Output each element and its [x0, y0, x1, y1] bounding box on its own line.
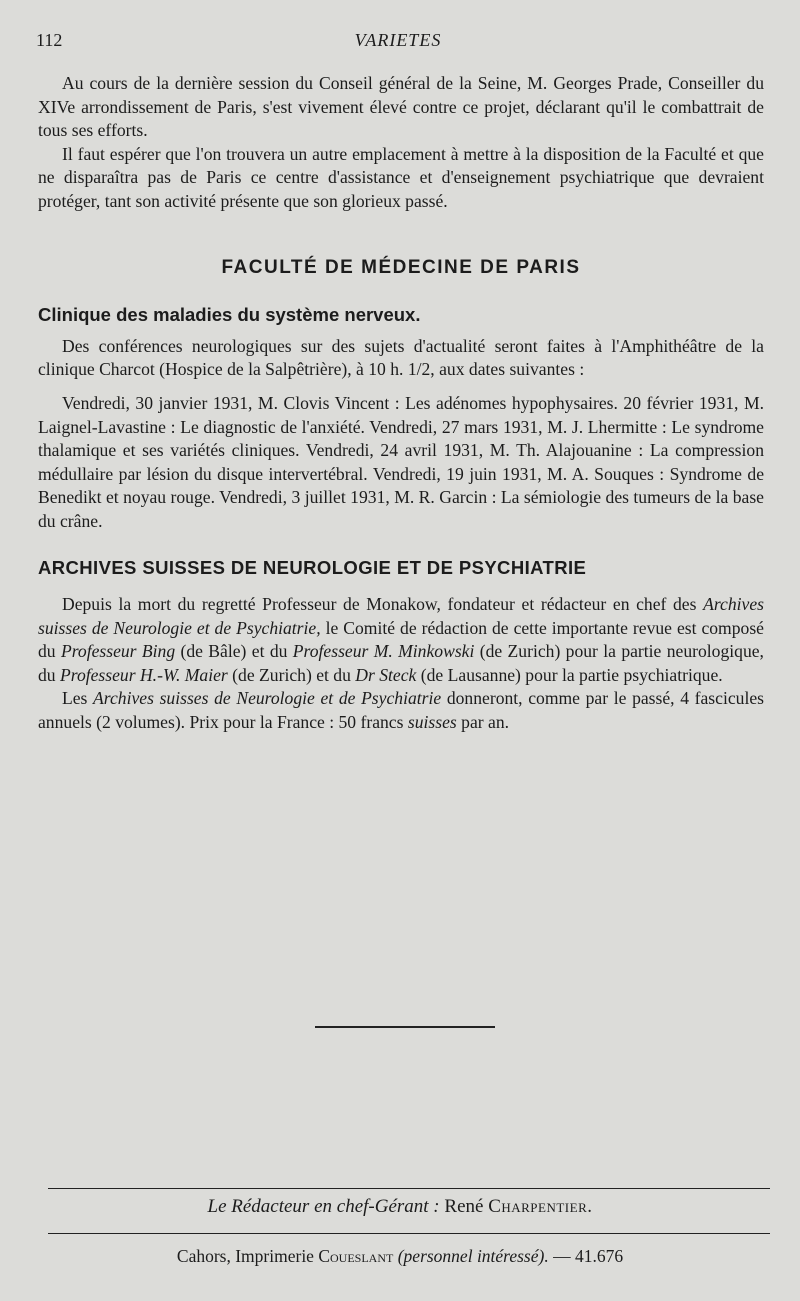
editor-name: Charpentier. — [488, 1196, 593, 1217]
printer-line: Cahors, Imprimerie Coueslant (personnel intéressé). — 41.676 — [176, 1246, 624, 1266]
intro-paragraph-2: Il faut espérer que l'on trouvera un autre emplacement à mettre à la disposition de la Faculté et que ne disparaîtra pas de Paris ce centre d'assistance et d'enseignement psychiatrique que devraient protéger, tant son activité présente que son glorieux passé. — [38, 143, 764, 211]
running-head — [36, 30, 760, 54]
footer-rule-top — [48, 1188, 770, 1189]
archives-heading: ARCHIVES SUISSES DE NEUROLOGIE ET DE PSYCHIATRIE — [38, 556, 587, 578]
editor-steck: Dr Steck — [355, 664, 417, 685]
conference-announcement: Des conférences neurologiques sur des sujets d'actualité seront faites à l'Amphithéâtre de la clinique Charcot (Hospice de la Salpêtrière), à 10 h. 1/2, aux dates suivantes : — [38, 335, 764, 380]
archives-paragraph-2: Les Archives suisses de Neurologie et de Psychiatrie donneront, comme par le passé, 4 fascicules annuels (2 volumes). Prix pour la France : 50 francs suisses par an. — [38, 688, 765, 733]
footer-rule-bottom — [48, 1233, 770, 1234]
editor-line: Le Rédacteur en chef-Gérant : René Charpentier. — [207, 1196, 593, 1217]
conference-schedule: Vendredi, 30 janvier 1931, M. Clovis Vincent : Les adénomes hypophysaires. 20 février 1931, M. Laignel-Lavastine : Le diagnostic de l'anxiété. Vendredi, 27 mars 1931, M. J. Lhermitte : Le syndrome thalamique et ses variétés cliniques. Vendredi, 24 avril 1931, M. Th. Alajouanine : La compression médullaire par lésion du disque intervertébral. Vendredi, 19 juin 1931, M. A. Souques : Syndrome de Benedikt et noyau rouge. Vendredi, 3 juillet 1931, M. R. Garcin : La sémiologie des tumeurs de la base du crâne. — [38, 392, 764, 531]
editor-maier: Professeur H.-W. Maier — [60, 664, 228, 685]
page-body — [38, 72, 764, 735]
printer-name: Coueslant — [318, 1246, 394, 1266]
journal-name: Archives suisses de Neurologie et de Psychiatrie, — [38, 594, 764, 638]
editor-bing: Professeur Bing — [60, 641, 176, 662]
archives-paragraph-1: Depuis la mort du regretté Professeur de Monakow, fondateur et rédacteur en chef des Archives suisses de Neurologie et de Psychiatrie, le Comité de rédaction de cette importante revue est composé du Professeur Bing (de Bâle) et du Professeur M. Minkowski (de Zurich) pour la partie neurologique, du Professeur H.-W. Maier (de Zurich) et du Dr Steck (de Lausanne) pour la partie psychiatrique. — [38, 594, 764, 685]
intro-paragraph-1: Au cours de la dernière session du Conseil général de la Seine, M. Georges Prade, Conseiller du XIVe arrondissement de Paris, s'est vivement élevé contre ce projet, déclarant qu'il le combattrait de tous ses efforts. — [38, 73, 764, 141]
page-number: 112 — [36, 30, 63, 50]
editor-minkowski: Professeur M. Minkowski — [292, 641, 475, 662]
running-title: VARIETES — [354, 30, 442, 50]
faculty-heading: FACULTÉ DE MÉDECINE DE PARIS — [221, 256, 581, 278]
section-divider — [315, 1026, 495, 1028]
journal-name: Archives suisses de Neurologie et de Psychiatrie — [93, 688, 442, 709]
clinic-heading: Clinique des maladies du système nerveux. — [38, 304, 421, 326]
